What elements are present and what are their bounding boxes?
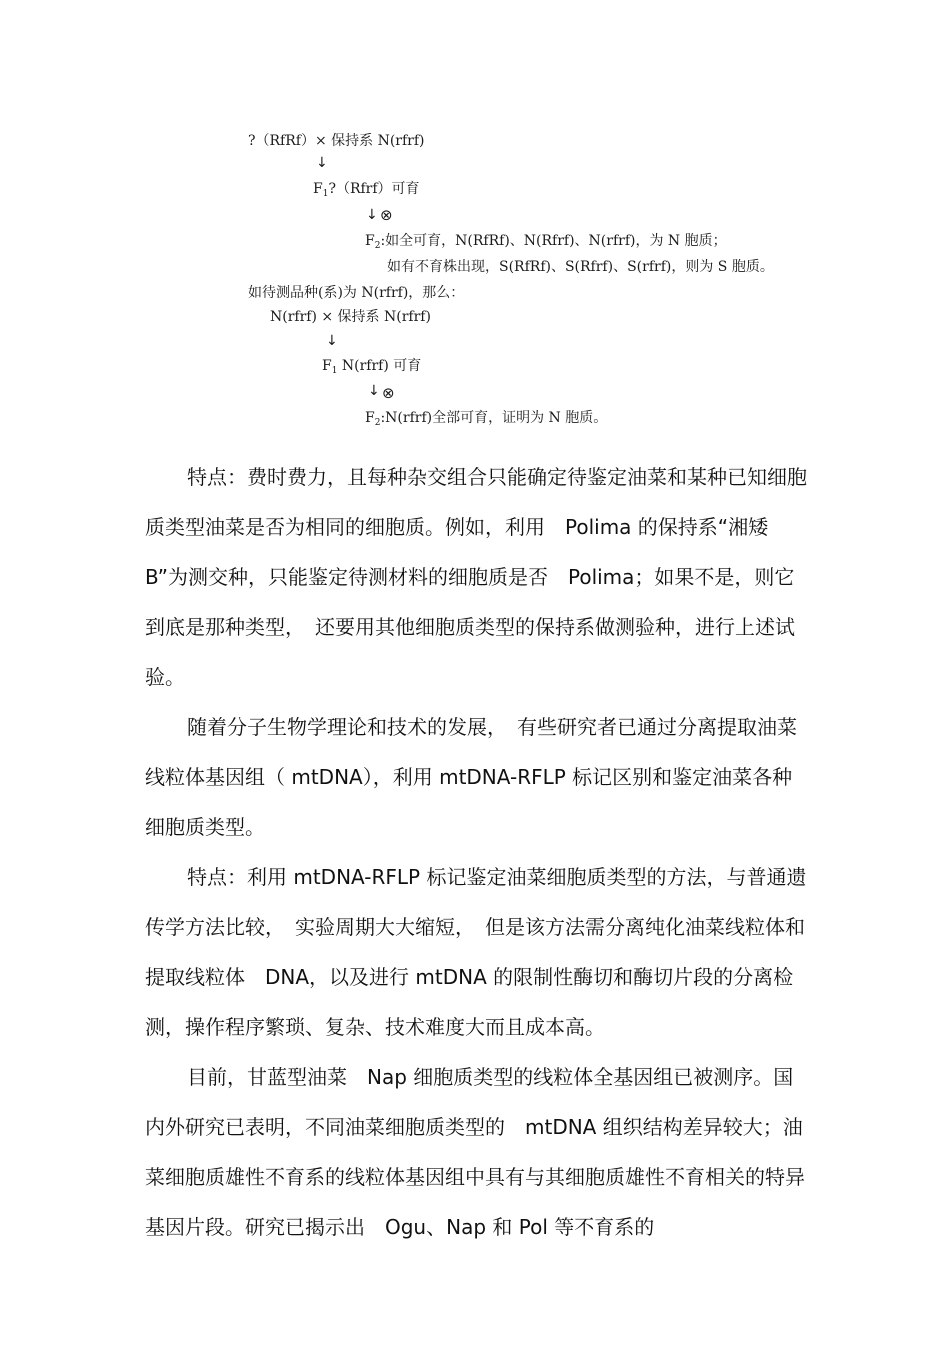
diagram-line-f2-c: $F_2:N(rfrf)$全部可育，证明为 N 胞质。 (365, 410, 608, 428)
paragraph: 特点：利用 mtDNA-RFLP 标记鉴定油菜细胞质类型的方法，与普通遗传学方法比较， 实验周期大大缩短， 但是该方法需分离纯化油菜线粒体和提取线粒体 DNA，以及进行 mtDNA 的限制性酶切和酶切片段的分离检测，操作程序繁琐、复杂、技术难度大而且成本高。 (145, 865, 807, 1039)
diagram-line-condition: 如待测品种(系)为 N(rfrf)，那么： (248, 285, 465, 301)
selfing-symbol-icon: ⊗ (382, 384, 395, 402)
down-arrow-icon: ↓ (366, 207, 378, 223)
paragraph: 随着分子生物学理论和技术的发展， 有些研究者已通过分离提取油菜线粒体基因组（ mtDNA），利用 mtDNA-RFLP 标记区别和鉴定油菜各种细胞质类型。 (145, 715, 797, 839)
diagram-line-f2-b: 如有不育株出现，S(RfRf)、S(Rfrf)、S(rfrf)，则为 S 胞质。 (387, 259, 774, 275)
diagram-line-f2-a: $F_2$:如全可育，N(RfRf)、N(Rfrf)、N(rfrf)，为 N 胞质； (365, 233, 727, 251)
body-text (145, 452, 810, 1252)
diagram-line-cross-1: ?（RfRf）× 保持系 N(rfrf) (248, 133, 425, 149)
paragraph: 目前，甘蓝型油菜 Nap 细胞质类型的线粒体全基因组已被测序。国内外研究已表明，不同油菜细胞质类型的 mtDNA 组织结构差异较大；油菜细胞质雄性不育系的线粒体基因组中具有与其细胞质雄性不育相关的特异基因片段。研究已揭示出 Ogu、Nap 和 Pol 等不育系的 (145, 1065, 805, 1239)
down-arrow-icon: ↓ (368, 383, 380, 399)
diagram-line-f1-b: $F_1$ N(rfrf) 可育 (322, 358, 422, 376)
diagram-line-cross-2: N(rfrf) × 保持系 N(rfrf) (270, 309, 431, 325)
cross-diagram (0, 0, 950, 440)
selfing-symbol-icon: ⊗ (380, 206, 393, 224)
down-arrow-icon: ↓ (326, 333, 338, 349)
down-arrow-icon: ↓ (316, 155, 328, 171)
paragraph: 特点：费时费力，且每种杂交组合只能确定待鉴定油菜和某种已知细胞质类型油菜是否为相同的细胞质。例如，利用 Polima 的保持系“湘矮 B”为测交种，只能鉴定待测材料的细胞质是否 Polima；如果不是，则它到底是那种类型， 还要用其他细胞质类型的保持系做测验种，进行上述试验。 (145, 465, 807, 689)
diagram-line-f1: $F_1?(Rfrf)$可育 (313, 181, 420, 199)
